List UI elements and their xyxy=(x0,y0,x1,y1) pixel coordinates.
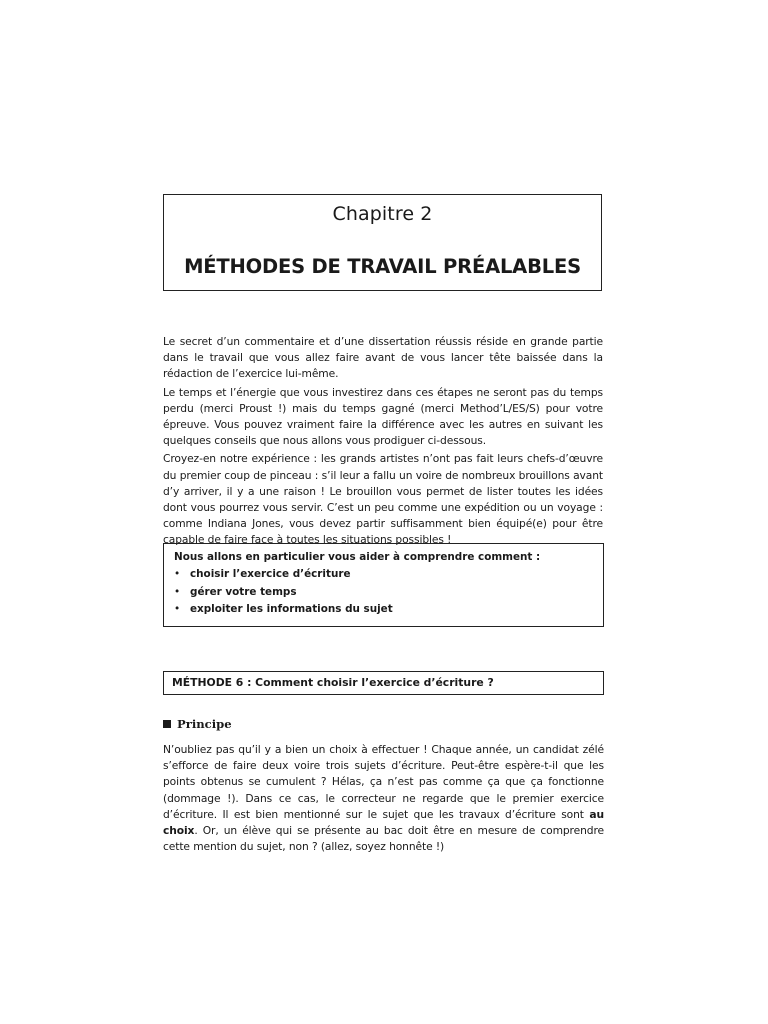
intro-paragraph: Le secret d’un commentaire et d’une dissertation réussis réside en grande partie dans le travail que vous allez faire avant de vous lancer tête baissée dans la rédaction de l’exercice lui-même. xyxy=(163,335,603,381)
square-bullet-icon xyxy=(163,720,171,728)
goals-item-text: choisir l’exercice d’écriture xyxy=(190,568,351,580)
principe-bold-text: au choix xyxy=(163,807,604,838)
principe-paragraph xyxy=(163,742,604,855)
principe-heading xyxy=(163,717,232,731)
chapter-header-box xyxy=(163,194,602,291)
goals-item-text: gérer votre temps xyxy=(190,585,297,598)
chapter-label: Chapitre 2 xyxy=(332,203,433,225)
goals-item-text: exploiter les informations du sujet xyxy=(190,603,393,615)
goals-list-item xyxy=(174,584,593,602)
principe-body xyxy=(163,742,604,857)
bullet-icon: • xyxy=(174,585,181,598)
principe-text-part: N’oubliez pas qu’il y a bien un choix à effectuer ! Chaque année, un candidat zélé s’efforce de faire deux voire trois sujets d’écriture. Peut-être espère-t-il que les points obtenus se cumulent ? Hélas, ça n’est pas comme ça que ça fonctionne (dommage !). Dans ce cas, le correcteur ne regarde que le premier exercice d’écriture. Il est bien mentionné sur le sujet que les travaux d’écriture sont xyxy=(163,743,604,821)
goals-list xyxy=(174,566,593,619)
principe-text-part: . Or, un élève qui se présente au bac doit être en mesure de comprendre cette mention du sujet, non ? (allez, soyez honnête !) xyxy=(163,824,604,854)
chapter-title: MÉTHODES DE TRAVAIL PRÉALABLES xyxy=(184,255,581,278)
goals-list-item xyxy=(174,566,593,584)
goals-list-item xyxy=(174,601,593,619)
method-header: MÉTHODE 6 : Comment choisir l’exercice d’écriture ? xyxy=(163,671,604,695)
intro-text xyxy=(163,334,603,551)
goals-title: Nous allons en particulier vous aider à comprendre comment : xyxy=(174,551,541,563)
bullet-icon: • xyxy=(174,603,181,615)
intro-paragraph: Le temps et l’énergie que vous investirez dans ces étapes ne seront pas du temps perdu (merci Proust !) mais du temps gagné (merci Method’L/ES/S) pour votre épreuve. Vous pouvez vraiment faire la différence avec les autres en suivant les quelques conseils que nous allons vous prodiguer ci-dessous. xyxy=(163,385,603,448)
principe-heading-text: Principe xyxy=(177,717,232,731)
intro-paragraph: Croyez-en notre expérience : les grands artistes n’ont pas fait leurs chefs-d’œuvre du premier coup de pinceau : s’il leur a fallu un voire de nombreux brouillons avant d’y arriver, il y a une raison ! Le brouillon vous permet de lister toutes les idées dont vous pourrez vous servir. C’est un peu comme une expédition ou un voyage : comme Indiana Jones, vous devez partir suffisamment bien équipé(e) pour être capable de faire face à toutes les situations possibles ! xyxy=(163,452,603,547)
bullet-icon: • xyxy=(174,568,181,580)
goals-box xyxy=(163,543,604,627)
